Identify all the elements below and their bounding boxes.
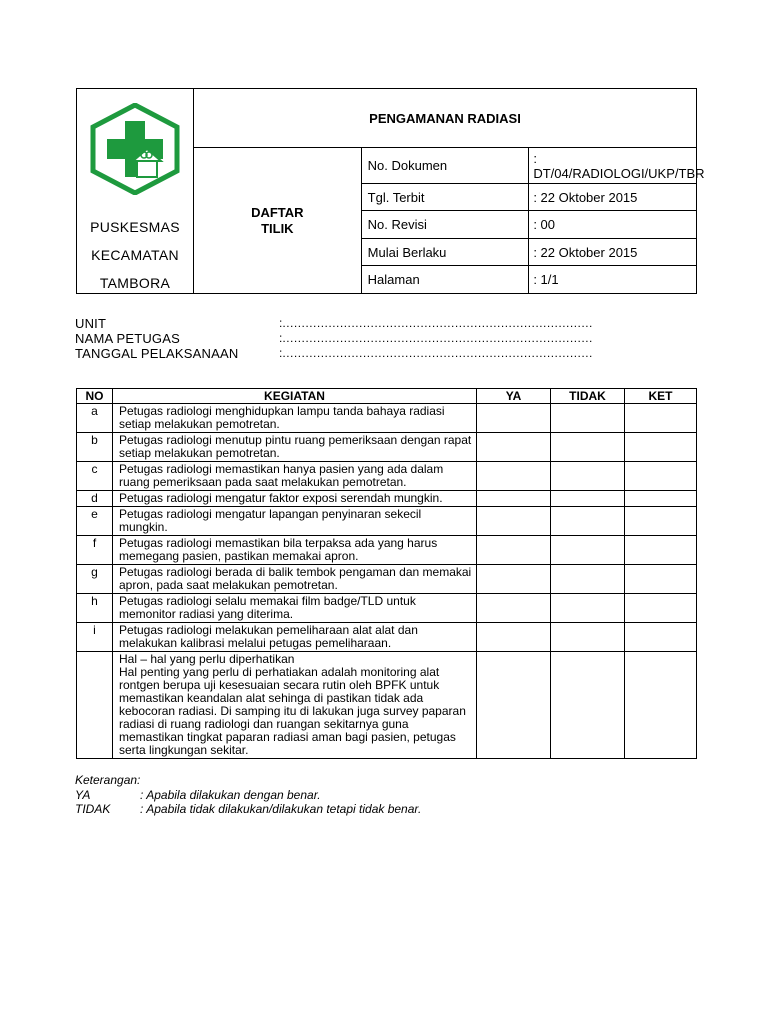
table-header-row: [77, 389, 697, 404]
column-header-kegiatan: KEGIATAN: [113, 389, 477, 404]
notes-body: Hal penting yang perlu di perhatiakan adalah monitoring alat rontgen berupa uji kesesuaian secara rutin oleh BPFK untuk memastikan keandalan alat sehinga di pastikan tidak ada kebocoran radiasi. Di samping itu di lakukan juga survey paparan radiasi di ruang radiologi dan ruangan sekitarnya guna memastikan tingkat paparan radiasi aman bagi pasien, petugas serta lingkungan sekitar.: [119, 665, 466, 757]
puskesmas-logo-icon: [89, 103, 181, 195]
tidak-cell[interactable]: [551, 594, 625, 623]
ya-cell[interactable]: [477, 462, 551, 491]
field-input-nama-petugas[interactable]: :………………………………………………………………………: [279, 331, 593, 345]
meta-label: No. Dokumen: [361, 148, 529, 184]
row-number: h: [77, 594, 113, 623]
ya-cell[interactable]: [477, 404, 551, 433]
ya-cell[interactable]: [477, 594, 551, 623]
table-row: [77, 536, 697, 565]
tidak-cell[interactable]: [551, 462, 625, 491]
doc-type-cell: [194, 148, 362, 294]
row-activity: Petugas radiologi mengatur lapangan penyinaran sekecil mungkin.: [113, 507, 477, 536]
org-name-line1: PUSKESMAS: [90, 219, 180, 235]
tidak-cell[interactable]: [551, 507, 625, 536]
legend-heading: Keterangan:: [75, 773, 141, 787]
row-number: i: [77, 623, 113, 652]
ket-cell[interactable]: [625, 433, 697, 462]
column-header-tidak: TIDAK: [551, 389, 625, 404]
row-number: g: [77, 565, 113, 594]
table-row: [77, 462, 697, 491]
meta-value: : DT/04/RADIOLOGI/UKP/TBR: [529, 148, 697, 184]
row-number: a: [77, 404, 113, 433]
table-row: [77, 507, 697, 536]
tidak-cell[interactable]: [551, 404, 625, 433]
ya-cell[interactable]: [477, 507, 551, 536]
row-number: b: [77, 433, 113, 462]
row-number: c: [77, 462, 113, 491]
legend-desc-tidak: : Apabila tidak dilakukan/dilakukan tetapi tidak benar.: [140, 802, 422, 816]
row-number: [77, 652, 113, 759]
row-activity: Petugas radiologi menutup pintu ruang pemeriksaan dengan rapat setiap melakukan pemotretan.: [113, 433, 477, 462]
row-activity: Petugas radiologi memastikan bila terpaksa ada yang harus memegang pasien, pastikan memakai apron.: [113, 536, 477, 565]
legend-desc-ya: : Apabila dilakukan dengan benar.: [140, 788, 321, 802]
tidak-cell[interactable]: [551, 565, 625, 594]
row-activity: Petugas radiologi menghidupkan lampu tanda bahaya radiasi setiap melakukan pemotretan.: [113, 404, 477, 433]
checklist-table: [76, 388, 697, 759]
row-activity: [113, 652, 477, 759]
meta-value: : 00: [529, 211, 697, 239]
org-name-line3: TAMBORA: [99, 275, 171, 291]
column-header-ya: YA: [477, 389, 551, 404]
ket-cell[interactable]: [625, 507, 697, 536]
meta-label: Halaman: [361, 266, 529, 294]
logo-cell: [77, 89, 194, 294]
tidak-cell[interactable]: [551, 433, 625, 462]
notes-heading: Hal – hal yang perlu diperhatikan: [119, 652, 295, 666]
ya-cell[interactable]: [477, 433, 551, 462]
tidak-cell[interactable]: [551, 623, 625, 652]
row-activity: Petugas radiologi melakukan pemeliharaan alat alat dan melakukan kalibrasi melalui petugas pemeliharaan.: [113, 623, 477, 652]
field-input-unit[interactable]: :………………………………………………………………………: [279, 316, 593, 330]
meta-label: Mulai Berlaku: [361, 239, 529, 266]
doc-type-line1: DAFTAR: [251, 204, 304, 220]
row-number: e: [77, 507, 113, 536]
document-title: PENGAMANAN RADIASI: [194, 89, 697, 148]
ya-cell[interactable]: [477, 565, 551, 594]
row-number: d: [77, 491, 113, 507]
ya-cell[interactable]: [477, 536, 551, 565]
table-row: [77, 652, 697, 759]
column-header-ket: KET: [625, 389, 697, 404]
row-activity: Petugas radiologi selalu memakai film badge/TLD untuk memonitor radiasi yang diterima.: [113, 594, 477, 623]
ket-cell[interactable]: [625, 594, 697, 623]
ya-cell[interactable]: [477, 623, 551, 652]
ket-cell[interactable]: [625, 404, 697, 433]
meta-value: : 1/1: [529, 266, 697, 294]
table-row: [77, 594, 697, 623]
ket-cell[interactable]: [625, 623, 697, 652]
tidak-cell[interactable]: [551, 652, 625, 759]
meta-label: No. Revisi: [361, 211, 529, 239]
ket-cell[interactable]: [625, 652, 697, 759]
meta-value: : 22 Oktober 2015: [529, 184, 697, 211]
row-activity: Petugas radiologi berada di balik tembok pengaman dan memakai apron, pada saat melakukan pemotretan.: [113, 565, 477, 594]
legend-key-ya: YA: [75, 788, 91, 802]
ya-cell[interactable]: [477, 652, 551, 759]
column-header-no: NO: [77, 389, 113, 404]
ket-cell[interactable]: [625, 536, 697, 565]
org-name-line2: KECAMATAN: [91, 247, 179, 263]
row-activity: Petugas radiologi mengatur faktor exposi serendah mungkin.: [113, 491, 477, 507]
field-label-unit: UNIT: [75, 316, 107, 331]
field-label-tanggal: TANGGAL PELAKSANAAN: [75, 346, 239, 361]
doc-type-line2: TILIK: [261, 220, 294, 236]
row-activity: Petugas radiologi memastikan hanya pasien yang ada dalam ruang pemeriksaan pada saat melakukan pemotretan.: [113, 462, 477, 491]
ya-cell[interactable]: [477, 491, 551, 507]
field-label-nama-petugas: NAMA PETUGAS: [75, 331, 180, 346]
tidak-cell[interactable]: [551, 491, 625, 507]
ket-cell[interactable]: [625, 462, 697, 491]
ket-cell[interactable]: [625, 565, 697, 594]
meta-value: : 22 Oktober 2015: [529, 239, 697, 266]
meta-label: Tgl. Terbit: [361, 184, 529, 211]
table-row: [77, 623, 697, 652]
table-row: [77, 491, 697, 507]
field-input-tanggal[interactable]: :………………………………………………………………………: [279, 346, 593, 360]
legend-key-tidak: TIDAK: [75, 802, 111, 816]
table-row: [77, 565, 697, 594]
table-row: [77, 433, 697, 462]
ket-cell[interactable]: [625, 491, 697, 507]
document-header: [76, 88, 705, 294]
table-row: [77, 404, 697, 433]
tidak-cell[interactable]: [551, 536, 625, 565]
row-number: f: [77, 536, 113, 565]
